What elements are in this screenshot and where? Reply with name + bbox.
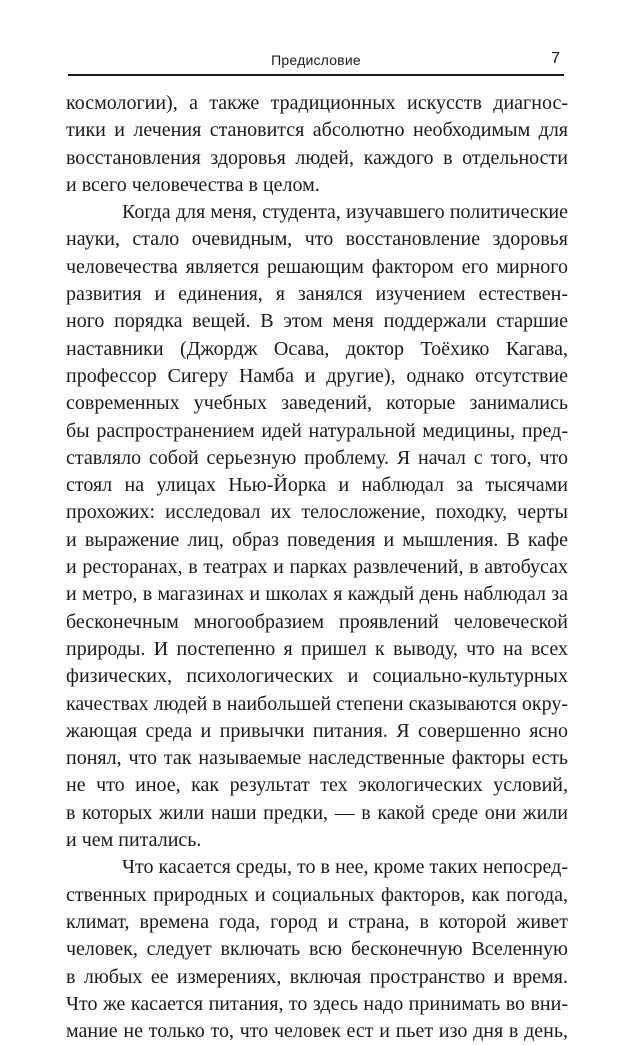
- text-line: природы. И постепенно я пришел к выводу, что на всех: [66, 637, 568, 660]
- text-line: и всего человечества в целом.: [66, 173, 320, 196]
- text-line: в которых жили наши предки, — в какой среде они жили: [66, 801, 568, 824]
- text-line: бы распространением идей натуральной медицины, пред-: [66, 419, 568, 442]
- page-number: 7: [551, 50, 560, 67]
- text-line: бесконечным многообразием проявлений человеческой: [66, 610, 568, 633]
- text-line: ного порядка вещей. В этом меня поддержали старшие: [66, 310, 568, 333]
- text-line: и выражение лиц, образ поведения и мышления. В кафе: [66, 528, 568, 551]
- text-line: ставляло собой серьезную проблему. Я начал с того, что: [66, 446, 568, 469]
- text-line: в любых ее измерениях, включая пространство и время.: [66, 965, 568, 988]
- text-line: и ресторанах, в театрах и парках развлечений, в автобусах: [66, 556, 568, 579]
- body-text: [66, 90, 568, 1045]
- text-line: развития и единения, я занялся изучением естествен-: [66, 283, 568, 306]
- text-line: климат, времена года, город и страна, в которой живет: [66, 910, 568, 933]
- text-line: космологии), а также традиционных искусств диагнос-: [66, 92, 568, 114]
- text-line: профессор Сигеру Намба и другие), однако отсутствие: [66, 364, 568, 387]
- paragraph: [66, 854, 568, 1045]
- chapter-title: Предисловие: [271, 52, 361, 68]
- text-line: Что касается среды, то в нее, кроме таких непосред-: [122, 856, 568, 879]
- text-line: и чем питались.: [66, 829, 202, 852]
- text-line: стоял на улицах Нью-Йорка и наблюдал за тысячами: [66, 474, 568, 497]
- text-line: прохожих: исследовал их телосложение, походку, черты: [66, 501, 568, 524]
- running-header: [68, 50, 564, 76]
- text-line: Что же касается питания, то здесь надо принимать во вни-: [66, 992, 568, 1015]
- text-line: восстановления здоровья людей, каждого в отдельности: [66, 146, 568, 169]
- text-line: Когда для меня, студента, изучавшего политические: [122, 201, 568, 224]
- text-line: науки, стало очевидным, что восстановление здоровья: [66, 228, 568, 251]
- text-line: и метро, в магазинах и школах я каждый день наблюдал за: [66, 583, 568, 606]
- text-line: тики и лечения становится абсолютно необходимым для: [66, 119, 568, 142]
- text-line: жающая среда и привычки питания. Я совершенно ясно: [66, 719, 568, 742]
- paragraph: [66, 199, 568, 854]
- text-line: человечества является решающим фактором его мирного: [66, 255, 568, 278]
- text-line: человек, следует включать всю бесконечную Вселенную: [66, 938, 568, 961]
- text-line: понял, что так называемые наследственные факторы есть: [66, 747, 568, 770]
- text-line: современных учебных заведений, которые занимались: [66, 392, 568, 415]
- text-line: ственных природных и социальных факторов, как погода,: [66, 883, 568, 906]
- text-line: мание не только то, что человек ест и пьет изо дня в день,: [66, 1020, 568, 1043]
- text-line: не что иное, как результат тех экологических условий,: [66, 774, 568, 797]
- text-line: качествах людей в наибольшей степени сказываются окру-: [66, 692, 568, 715]
- text-line: наставники (Джордж Осава, доктор Тоёхико Кагава,: [66, 337, 568, 360]
- paragraph: [66, 90, 568, 199]
- text-line: физических, психологических и социально-культурных: [66, 665, 568, 688]
